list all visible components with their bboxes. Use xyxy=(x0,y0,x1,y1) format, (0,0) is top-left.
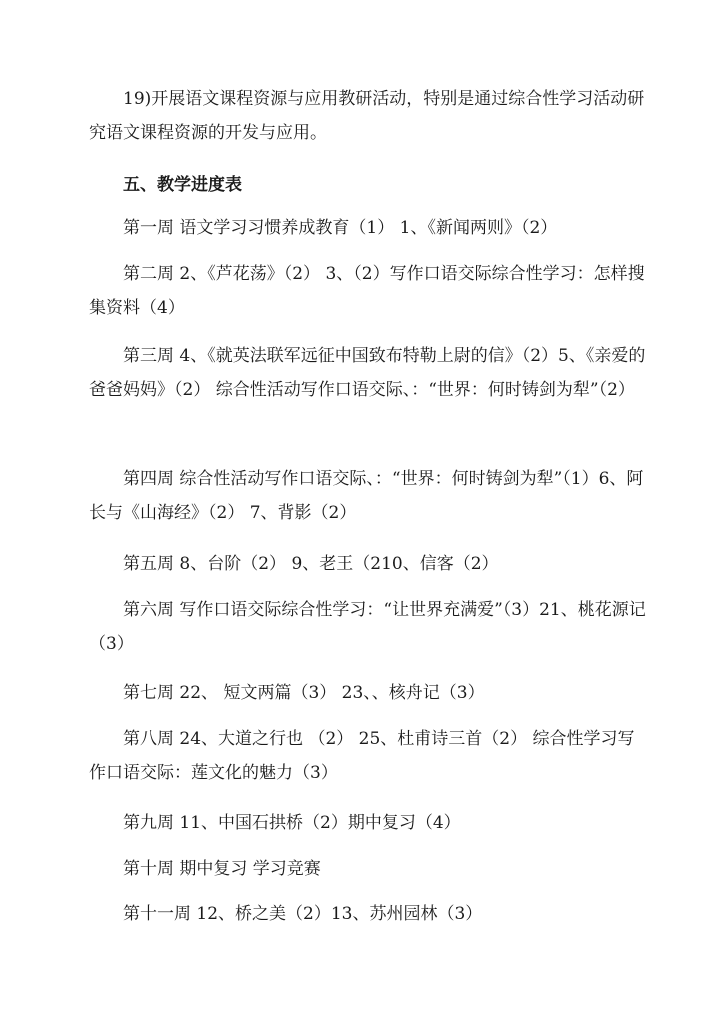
week-4-paragraph: 第四周 综合性活动写作口语交际、：“世界：何时铸剑为犁”（1）6、阿长与《山海经》（2） 7、背影（2） xyxy=(89,469,644,523)
week-6-paragraph: 第六周 写作口语交际综合性学习：“让世界充满爱”（3）21、桃花源记（3） xyxy=(89,600,646,654)
week-5-paragraph: 第五周 8、台阶（2） 9、老王（210、信客（2） xyxy=(123,554,499,574)
week-11-paragraph: 第十一周 12、桥之美（2）13、苏州园林（3） xyxy=(123,904,483,924)
week-3-paragraph: 第三周 4、《就英法联军远征中国致布特勒上尉的信》（2）5、《亲爱的爸爸妈妈》（2） 综合性活动写作口语交际、：“世界：何时铸剑为犁”（2） xyxy=(89,346,646,400)
week-9-paragraph: 第九周 11、中国石拱桥（2）期中复习（4） xyxy=(123,813,461,833)
week-1-paragraph: 第一周 语文学习习惯养成教育（1） 1、《新闻两则》（2） xyxy=(123,218,558,238)
week-10-paragraph: 第十周 期中复习 学习竞赛 xyxy=(123,859,321,879)
week-8-paragraph: 第八周 24、大道之行也 （2） 25、杜甫诗三首（2） 综合性学习写作口语交际：莲文化的魅力（3） xyxy=(89,729,635,783)
section-5-heading: 五、教学进度表 xyxy=(123,175,242,195)
week-7-paragraph: 第七周 22、 短文两篇（3） 23、、核舟记（3） xyxy=(123,683,485,703)
item-19-paragraph: 19)开展语文课程资源与应用教研活动，特别是通过综合性学习活动研究语文课程资源的开发与应用。 xyxy=(89,89,645,143)
week-2-paragraph: 第二周 2、《芦花荡》（2） 3、（2）写作口语交际综合性学习：怎样搜集资料（4） xyxy=(89,264,645,318)
